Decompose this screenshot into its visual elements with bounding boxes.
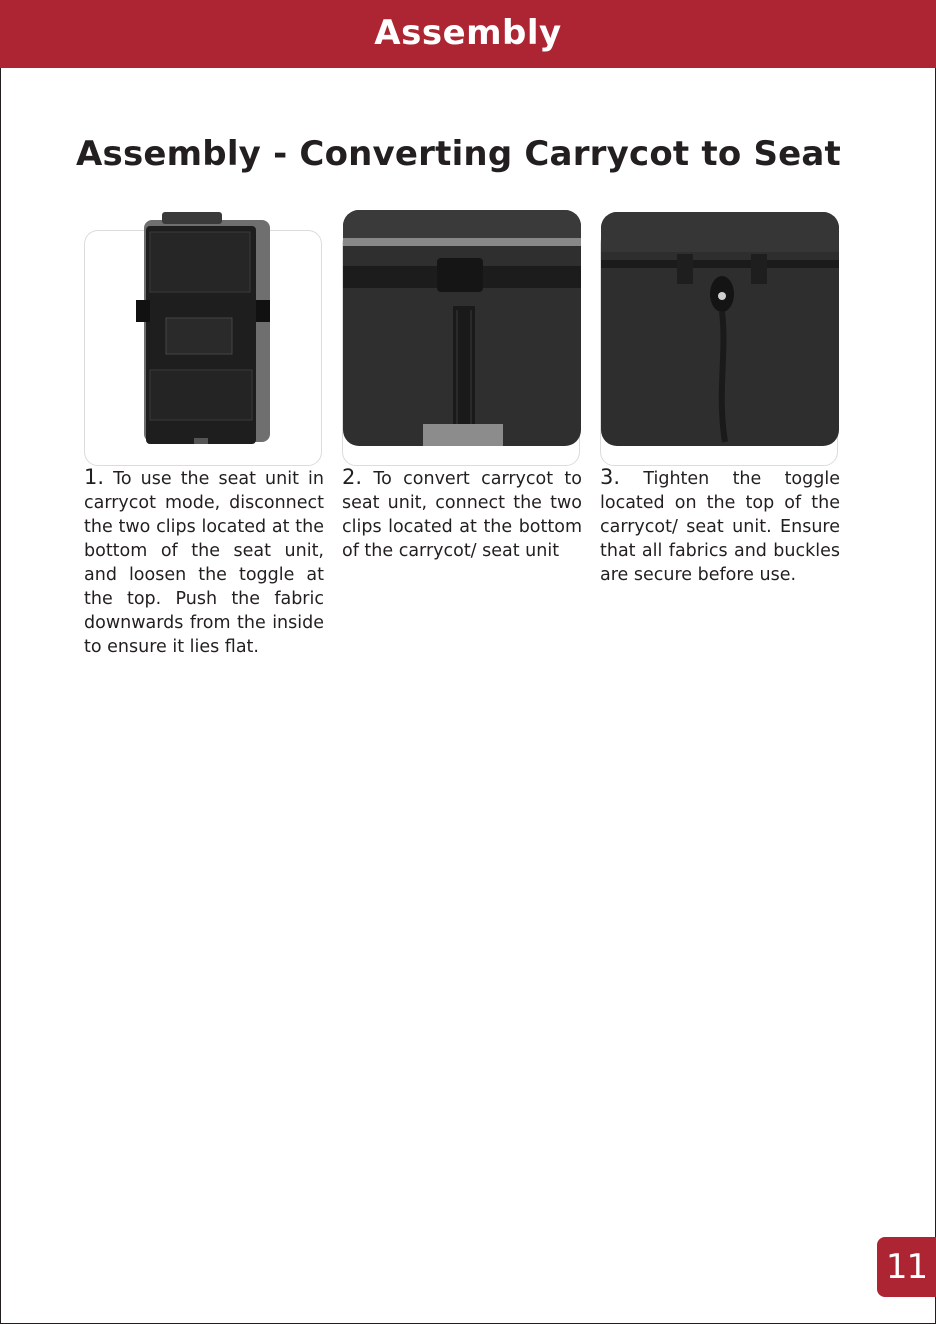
step-3-number: 3.	[600, 465, 621, 489]
step-1-card	[84, 210, 324, 466]
step-3-photo	[601, 212, 839, 446]
step-2-card	[342, 210, 582, 466]
header-title: Assembly	[374, 13, 562, 53]
buckle-clip-image	[343, 210, 581, 446]
step-3-description: Tighten the toggle located on the top of the carrycot/ seat unit. Ensure that all fabrics and buckles are secure before use.	[600, 469, 840, 585]
page-number: 11	[885, 1247, 928, 1287]
carrycot-flat-image	[132, 210, 278, 446]
step-1-text	[84, 465, 324, 659]
step-2-photo	[343, 210, 581, 446]
step-2-text	[342, 465, 582, 563]
step-3-card	[600, 210, 840, 466]
step-1-number: 1.	[84, 465, 105, 489]
toggle-strap-image	[601, 212, 839, 446]
step-2-description: To convert carrycot to seat unit, connect the two clips located at the bottom of the carrycot/ seat unit	[342, 469, 582, 561]
header-bar	[0, 0, 936, 68]
step-1-photo	[132, 210, 278, 446]
page-title: Assembly - Converting Carrycot to Seat	[76, 134, 841, 174]
step-3-text	[600, 465, 840, 587]
page-number-tab	[877, 1237, 936, 1297]
step-2-number: 2.	[342, 465, 363, 489]
step-1-description: To use the seat unit in carrycot mode, disconnect the two clips located at the bottom of the seat unit, and loosen the toggle at the top. Push the fabric downwards from the inside to ensure it lies flat.	[84, 469, 324, 657]
